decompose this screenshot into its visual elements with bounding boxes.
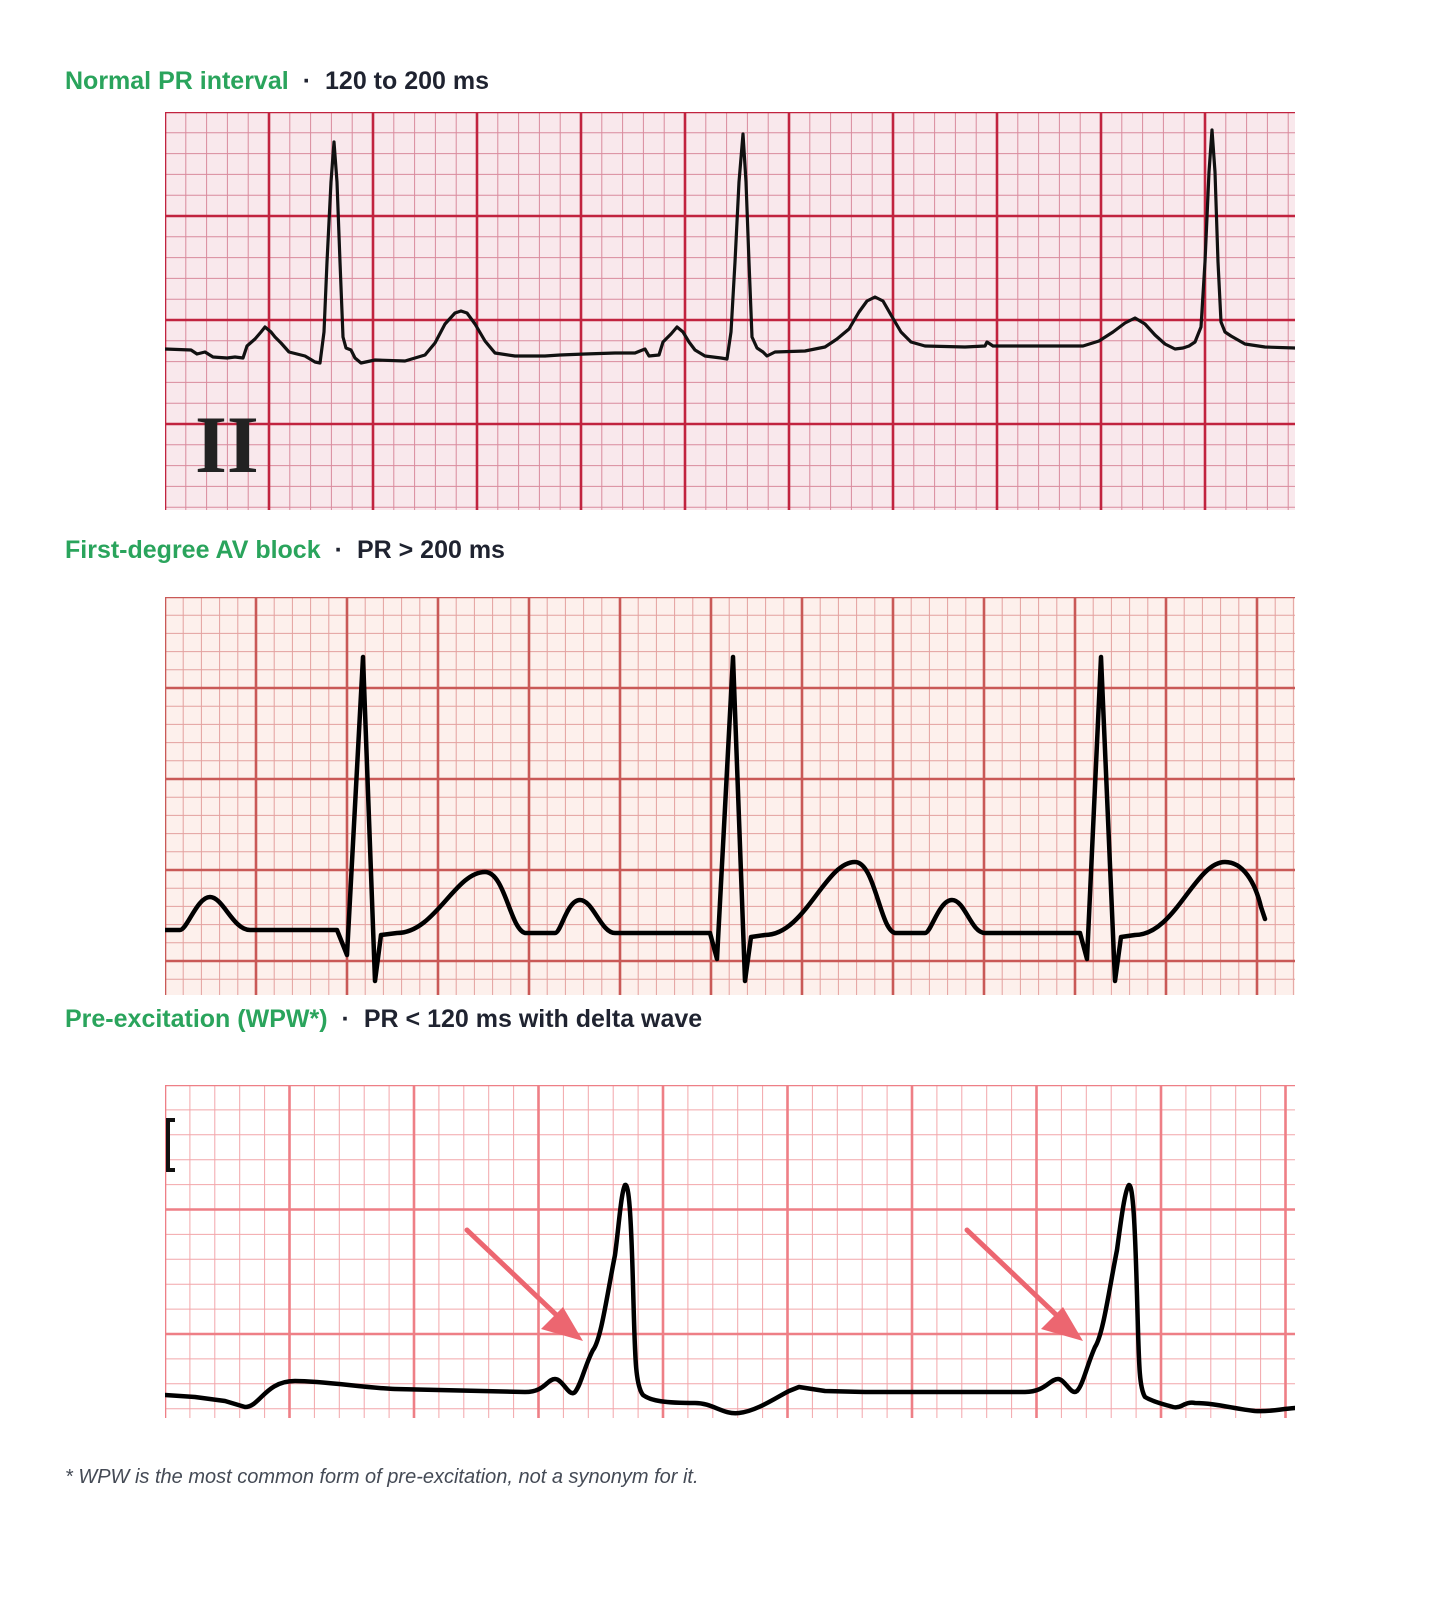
rhythm-name: Pre-excitation (WPW*): [65, 1005, 328, 1033]
footnote: * WPW is the most common form of pre-excitation, not a synonym for it.: [65, 1466, 699, 1488]
separator: ·: [302, 67, 312, 95]
pr-criterion: 120 to 200 ms: [325, 67, 490, 95]
rhythm-name: First-degree AV block: [65, 536, 321, 564]
ecg-strip-normal-pr: [165, 112, 1295, 510]
rhythm-name: Normal PR interval: [65, 67, 289, 95]
ecg-paper: [165, 112, 1295, 510]
pr-criterion: PR > 200 ms: [356, 536, 505, 564]
separator: ·: [334, 536, 343, 564]
separator: ·: [341, 1005, 350, 1033]
ecg-strip-pre-excitation: [165, 1085, 1295, 1418]
lead-label: II: [195, 399, 259, 490]
section-heading: [65, 536, 505, 565]
section-heading: [65, 1005, 702, 1034]
pr-criterion: PR < 120 ms with delta wave: [363, 1005, 703, 1033]
section-heading: [65, 67, 489, 96]
ecg-strip-first-degree-av-block: [165, 597, 1295, 995]
